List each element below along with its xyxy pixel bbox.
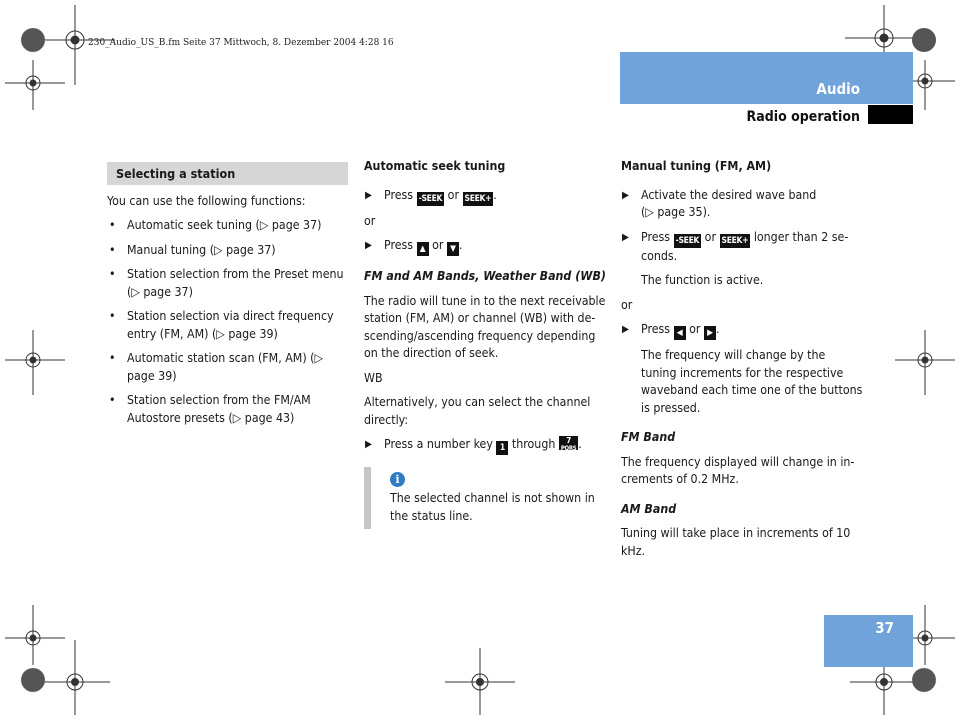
fm-band-text: The frequency displayed will change in in- crements of 0.2 MHz. xyxy=(621,454,855,486)
ref-icon: ▷ xyxy=(214,242,223,257)
ref-icon: ▷ xyxy=(232,410,242,425)
instruction-step: ▶ Press ▲ or ▼ . xyxy=(365,238,463,254)
arrow-icon: ▶ xyxy=(365,439,372,450)
list-item: • Station selection from the FM/AM Autostore presets (▷ page 43) xyxy=(109,393,311,425)
section-title: Radio operation xyxy=(746,109,860,125)
column-automatic-seek xyxy=(364,158,606,529)
instruction-step: ▶ Press -SEEK or SEEK+ longer than 2 se- conds. xyxy=(622,229,849,263)
header-band xyxy=(620,52,913,104)
number-1-key-icon: 1 xyxy=(496,441,508,455)
band-text: The radio will tune in to the next receivable station (FM, AM) or channel (WB) with de- scending/ascending frequency depending on the direction of seek. xyxy=(364,293,606,360)
page-link[interactable]: page 37 xyxy=(271,218,318,232)
seek-minus-key-icon: -SEEK xyxy=(418,193,443,204)
instruction-step: ▶ Activate the desired wave band (▷ page 35). xyxy=(622,187,817,219)
instruction-step: ▶ Press ◀ or ▶ . xyxy=(622,322,720,338)
info-icon: i xyxy=(390,472,405,487)
function-active-text: The function is active. xyxy=(641,273,764,287)
intro-text: You can use the following functions: xyxy=(107,193,306,208)
seek-plus-key-icon: SEEK+ xyxy=(464,193,492,204)
page-link[interactable]: page 37 xyxy=(143,284,189,299)
arrow-icon: ▶ xyxy=(365,189,372,201)
tuning-description: The frequency will change by the tuning increments for the respective waveband each time one of the buttons is pressed. xyxy=(641,348,863,415)
seek-minus-key-icon: -SEEK xyxy=(675,235,700,246)
page-number: 37 xyxy=(875,619,894,637)
ref-icon: ▷ xyxy=(259,218,269,232)
arrow-icon: ▶ xyxy=(622,189,629,201)
fm-band-heading: FM Band xyxy=(621,430,676,444)
note-text: The selected channel is not shown in the status line. xyxy=(390,491,595,523)
page-link[interactable]: page 39 xyxy=(228,326,274,341)
or-text: or xyxy=(364,213,376,228)
list-item: • Station selection via direct frequency entry (FM, AM) (▷ page 39) xyxy=(109,309,334,341)
column-manual-tuning xyxy=(621,158,863,567)
number-7-key-icon: 7 PQRS xyxy=(560,436,577,452)
left-key-icon: ◀ xyxy=(674,326,686,340)
chapter-title: Audio xyxy=(816,80,860,98)
am-band-text: Tuning will take place in increments of 10 kHz. xyxy=(621,526,851,558)
list-item: • Station selection from the Preset menu (▷ page 37) xyxy=(109,267,344,299)
heading-automatic-seek: Automatic seek tuning xyxy=(364,159,506,173)
wb-label: WB xyxy=(364,370,383,385)
am-band-heading: AM Band xyxy=(621,501,677,516)
arrow-icon: ▶ xyxy=(622,231,629,243)
wb-text: Alternatively, you can select the channel directly: xyxy=(364,395,591,427)
page-link[interactable]: page 35 xyxy=(657,205,703,219)
ref-icon: ▷ xyxy=(314,351,324,365)
down-key-icon: ▼ xyxy=(447,242,459,256)
ref-icon: ▷ xyxy=(216,326,225,341)
ref-icon: ▷ xyxy=(131,284,140,299)
list-item: • Automatic seek tuning (▷ page 37) xyxy=(109,218,322,232)
page-link[interactable]: page 43 xyxy=(244,410,291,425)
instruction-step: ▶ Press -SEEK or SEEK+ . xyxy=(365,187,497,204)
up-key-icon: ▲ xyxy=(417,242,429,256)
arrow-icon: ▶ xyxy=(365,240,372,251)
list-item: • Manual tuning (▷ page 37) xyxy=(109,242,276,257)
header-tab xyxy=(868,105,913,124)
list-item: • Automatic station scan (FM, AM) (▷ page 39) xyxy=(109,351,324,383)
section-heading: Selecting a station xyxy=(107,162,348,185)
page-link[interactable]: page 37 xyxy=(226,242,272,257)
page-link[interactable]: page 39 xyxy=(127,368,173,383)
print-stamp: 230_Audio_US_B.fm Seite 37 Mittwoch, 8. Dezember 2004 4:28 16 xyxy=(88,38,394,48)
right-key-icon: ▶ xyxy=(704,326,716,340)
column-selecting-station xyxy=(107,162,348,434)
arrow-icon: ▶ xyxy=(622,324,629,335)
seek-plus-key-icon: SEEK+ xyxy=(721,235,749,246)
instruction-step: ▶ Press a number key 1 through 7 PQRS . xyxy=(365,436,582,453)
band-heading: FM and AM Bands, Weather Band (WB) xyxy=(364,269,606,283)
heading-manual-tuning: Manual tuning (FM, AM) xyxy=(621,159,772,173)
or-text: or xyxy=(621,297,633,312)
ref-icon: ▷ xyxy=(645,205,654,219)
info-note xyxy=(364,467,606,529)
